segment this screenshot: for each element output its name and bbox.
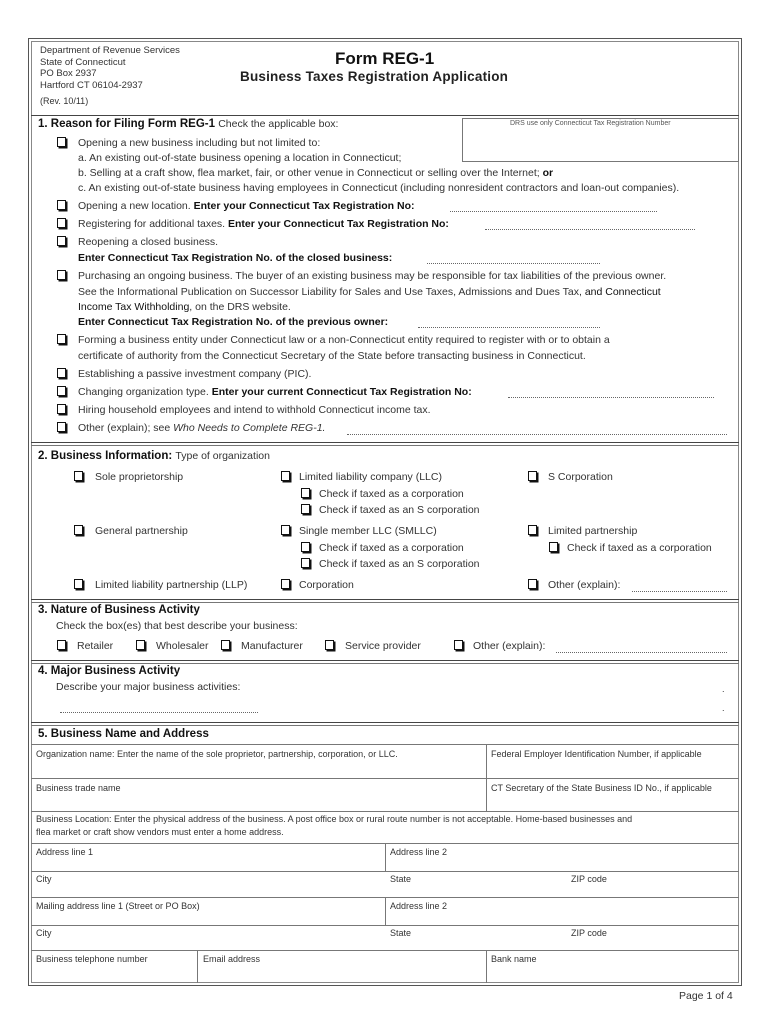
other-reason-field[interactable]	[347, 434, 727, 435]
reopening-prompt: Enter Connecticut Tax Registration No. of the closed business:	[78, 252, 393, 264]
checkbox-pic[interactable]	[57, 368, 66, 378]
agency-line: Department of Revenue Services	[40, 45, 180, 56]
sub-item-a: a. An existing out-of-state business opening a location in Connecticut;	[78, 152, 402, 164]
checkbox-purchasing[interactable]	[57, 270, 66, 280]
retailer-label: Retailer	[77, 640, 114, 652]
agency-line: PO Box 2937	[40, 68, 97, 79]
current-reg-no-field[interactable]	[508, 397, 714, 398]
registering-prompt: Enter your Connecticut Tax Registration No:	[228, 218, 449, 230]
mailing-state-field[interactable]	[386, 926, 566, 950]
fein-label: Federal Employer Identification Number, if applicable	[491, 749, 702, 759]
opening-location-prompt: Enter your Connecticut Tax Registration No:	[193, 200, 415, 212]
purchasing-line-2	[78, 286, 661, 298]
service-provider-label: Service provider	[345, 640, 421, 652]
section4-instruction: Describe your major business activities:	[56, 681, 241, 693]
section-divider-double	[31, 602, 739, 603]
business-location-line-1: Business Location: Enter the physical address of the business. A post office box or rural route number is not acceptable. Home-based businesses and	[36, 814, 633, 824]
purchasing-line-1: Purchasing an ongoing business. The buyer of an existing business may be responsible for tax liabilities of the previous owner.	[78, 270, 667, 282]
sole-proprietorship-label: Sole proprietorship	[95, 471, 184, 483]
pic-label: Establishing a passive investment company (PIC).	[78, 368, 312, 380]
checkbox-sole-proprietorship[interactable]	[74, 471, 83, 481]
checkbox-limited-partnership[interactable]	[528, 525, 537, 535]
mailing-city-field[interactable]	[31, 926, 385, 950]
mailing-zip-label: ZIP code	[571, 928, 607, 938]
table-line	[31, 811, 739, 812]
section2-heading	[38, 450, 270, 462]
llp-label: Limited liability partnership (LLP)	[95, 579, 248, 591]
limited-partnership-label: Limited partnership	[548, 525, 638, 537]
other-activity-field[interactable]	[556, 652, 727, 653]
mailing-address-2-label: Address line 2	[390, 901, 448, 911]
section-divider	[31, 660, 739, 661]
registering-row	[78, 218, 449, 230]
purchasing-line-3a: Income Tax Withholding	[78, 301, 190, 313]
page-number: Page 1 of 4	[679, 990, 733, 1002]
forming-line-2: certificate of authority from the Connecticut Secretary of the State before transacting business in Connecticut.	[78, 350, 586, 362]
changing-row	[78, 386, 472, 398]
smllc-taxed-corp-label: Check if taxed as a corporation	[319, 542, 464, 554]
checkbox-wholesaler[interactable]	[136, 640, 145, 650]
purchasing-line-3	[78, 301, 291, 313]
checkbox-smllc[interactable]	[281, 525, 290, 535]
smllc-label: Single member LLC (SMLLC)	[299, 525, 437, 537]
section2-instruction: Type of organization	[175, 450, 270, 462]
business-location-line-2: flea market or craft show vendors must enter a home address.	[36, 827, 284, 837]
checkbox-general-partnership[interactable]	[74, 525, 83, 535]
address-line-1-label: Address line 1	[36, 847, 94, 857]
hiring-label: Hiring household employees and intend to withhold Connecticut income tax.	[78, 404, 431, 416]
city-field[interactable]	[31, 872, 385, 897]
dot-marker: .	[722, 684, 725, 694]
checkbox-corporation[interactable]	[281, 579, 290, 589]
section1-heading	[38, 118, 338, 130]
section1-instruction: Check the applicable box:	[218, 118, 339, 130]
lp-taxed-corp-label: Check if taxed as a corporation	[567, 542, 712, 554]
form-title: Form REG-1	[335, 49, 435, 68]
llc-taxed-corp-label: Check if taxed as a corporation	[319, 488, 464, 500]
other-org-field[interactable]	[632, 591, 727, 592]
zip-label: ZIP code	[571, 874, 607, 884]
mailing-address-1-label: Mailing address line 1 (Street or PO Box)	[36, 901, 200, 911]
section1-title: 1. Reason for Filing Form REG-1	[38, 118, 215, 130]
closed-business-reg-no-field[interactable]	[427, 263, 600, 264]
state-field[interactable]	[386, 872, 566, 897]
organization-name-label: Organization name: Enter the name of the sole proprietor, partnership, corporation, or LLC.	[36, 749, 398, 759]
reopening-label: Reopening a closed business.	[78, 236, 219, 248]
other-reason-row	[78, 422, 325, 434]
drs-box-label: DRS use only Connecticut Tax Registration Number	[510, 120, 671, 127]
opening-new-business-label: Opening a new business including but not limited to:	[78, 137, 321, 149]
checkbox-smllc-taxed-s[interactable]	[301, 558, 310, 568]
checkbox-smllc-taxed-corp[interactable]	[301, 542, 310, 552]
state-label: State	[390, 874, 412, 884]
checkbox-llc-taxed-s[interactable]	[301, 504, 310, 514]
checkbox-forming-entity[interactable]	[57, 334, 66, 344]
previous-owner-reg-no-field[interactable]	[418, 327, 600, 328]
purchasing-line-2a: See the Informational Publication on Successor Liability for Sales and Use Taxes, Admissions and Dues Tax,	[78, 286, 582, 298]
checkbox-other-activity[interactable]	[454, 640, 463, 650]
checkbox-registering-additional[interactable]	[57, 218, 66, 228]
purchasing-line-3b: , on the DRS website.	[189, 301, 291, 313]
changing-label: Changing organization type.	[78, 386, 209, 398]
smllc-taxed-s-label: Check if taxed as an S corporation	[319, 558, 480, 570]
corporation-label: Corporation	[299, 579, 354, 591]
checkbox-s-corporation[interactable]	[528, 471, 537, 481]
mailing-state-label: State	[390, 928, 412, 938]
telephone-label: Business telephone number	[36, 954, 148, 964]
section4-heading: 4. Major Business Activity	[38, 665, 181, 677]
agency-block	[40, 45, 180, 91]
drs-use-only-box	[462, 118, 739, 162]
checkbox-other-org[interactable]	[528, 579, 537, 589]
section5-heading: 5. Business Name and Address	[38, 728, 209, 740]
agency-line: Hartford CT 06104-2937	[40, 79, 143, 91]
section-divider-double	[31, 445, 739, 446]
address-line-2-label: Address line 2	[390, 847, 448, 857]
registering-label: Registering for additional taxes.	[78, 218, 226, 230]
revision-label: (Rev. 10/11)	[40, 96, 89, 106]
checkbox-manufacturer[interactable]	[221, 640, 230, 650]
opening-location-label: Opening a new location.	[78, 200, 191, 212]
checkbox-llc[interactable]	[281, 471, 290, 481]
checkbox-opening-new-business[interactable]	[57, 137, 66, 147]
s-corporation-label: S Corporation	[548, 471, 613, 483]
other-org-label: Other (explain):	[548, 579, 621, 591]
registration-no-additional-field[interactable]	[485, 229, 695, 230]
form-subtitle: Business Taxes Registration Application	[240, 69, 509, 84]
section-divider	[31, 442, 739, 443]
section3-instruction: Check the box(es) that best describe your business:	[56, 620, 298, 632]
sots-business-id-label: CT Secretary of the State Business ID No., if applicable	[491, 783, 712, 793]
checkbox-hiring-household[interactable]	[57, 404, 66, 414]
dot-marker: .	[722, 703, 725, 713]
city-label: City	[36, 874, 52, 884]
checkbox-service-provider[interactable]	[325, 640, 334, 650]
wholesaler-label: Wholesaler	[156, 640, 209, 652]
opening-location-row	[78, 200, 415, 212]
general-partnership-label: General partnership	[95, 525, 188, 537]
sub-item-c: c. An existing out-of-state business having employees in Connecticut (including nonresident contractors and loan-out companies).	[78, 182, 680, 194]
changing-prompt: Enter your current Connecticut Tax Registration No:	[211, 386, 472, 398]
checkbox-llc-taxed-corp[interactable]	[301, 488, 310, 498]
purchasing-line-2b: and Connecticut	[584, 286, 661, 298]
section2-title: 2. Business Information:	[38, 450, 173, 462]
sub-item-b-text: b. Selling at a craft show, flea market, fair, or other venue in Connecticut or selling over the Internet;	[78, 167, 540, 179]
major-activities-line	[60, 712, 258, 713]
checkbox-llp[interactable]	[74, 579, 83, 589]
section-divider	[31, 722, 739, 723]
checkbox-reopening[interactable]	[57, 236, 66, 246]
header-divider	[31, 115, 739, 116]
manufacturer-label: Manufacturer	[241, 640, 303, 652]
checkbox-lp-taxed-corp[interactable]	[549, 542, 558, 552]
major-activities-field[interactable]	[56, 692, 728, 712]
llc-label: Limited liability company (LLC)	[299, 471, 442, 483]
checkbox-opening-new-location[interactable]	[57, 200, 66, 210]
llc-taxed-s-label: Check if taxed as an S corporation	[319, 504, 480, 516]
other-activity-label: Other (explain):	[473, 640, 546, 652]
section-divider	[31, 599, 739, 600]
checkbox-changing-org[interactable]	[57, 386, 66, 396]
purchasing-prompt: Enter Connecticut Tax Registration No. of the previous owner:	[78, 316, 389, 328]
checkbox-retailer[interactable]	[57, 640, 66, 650]
forming-line-1: Forming a business entity under Connecticut law or a non-Connecticut entity required to register with or to obtain a	[78, 334, 610, 346]
section-divider-double	[31, 725, 739, 726]
section-divider-double	[31, 663, 739, 664]
sub-item-b	[78, 167, 553, 179]
other-reason-ref: Who Needs to Complete REG-1.	[173, 422, 326, 434]
mailing-city-label: City	[36, 928, 52, 938]
checkbox-other-reason[interactable]	[57, 422, 66, 432]
sub-item-b-or: or	[542, 167, 554, 179]
agency-line: State of Connecticut	[40, 56, 126, 68]
trade-name-label: Business trade name	[36, 783, 121, 793]
other-reason-label: Other (explain); see	[78, 422, 171, 434]
bank-name-label: Bank name	[491, 954, 537, 964]
registration-no-field[interactable]	[450, 211, 657, 212]
email-label: Email address	[203, 954, 261, 964]
section3-heading: 3. Nature of Business Activity	[38, 604, 200, 616]
